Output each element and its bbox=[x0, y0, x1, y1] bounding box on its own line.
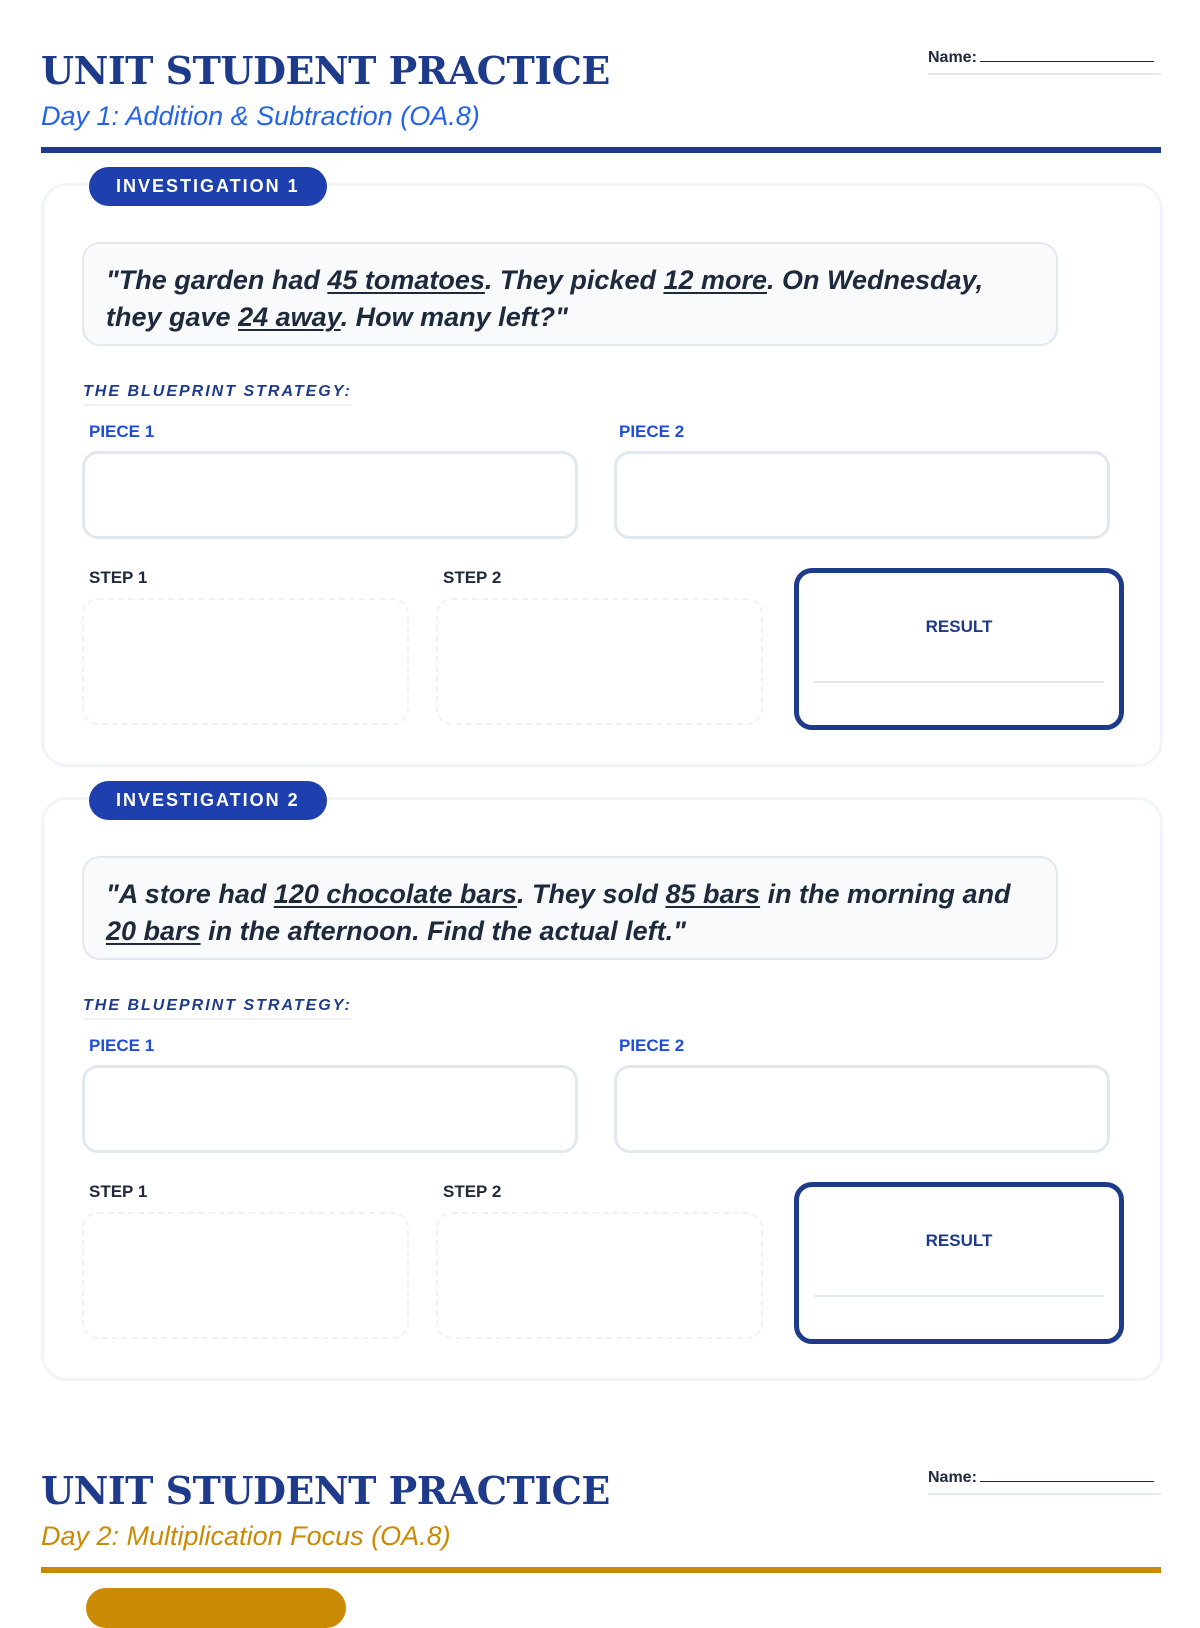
day2-header bbox=[41, 1458, 1161, 1570]
step2-label: STEP 2 bbox=[443, 568, 502, 587]
investigation-card bbox=[41, 176, 1163, 767]
piece2-box[interactable] bbox=[614, 451, 1110, 539]
underlined-value: 85 bars bbox=[665, 879, 761, 909]
result-box[interactable] bbox=[794, 1182, 1124, 1344]
name-field[interactable] bbox=[928, 47, 1161, 75]
day1-page bbox=[41, 38, 1161, 150]
step2-box[interactable] bbox=[436, 598, 763, 725]
name-blank[interactable] bbox=[980, 1467, 1154, 1482]
piece1-box[interactable] bbox=[82, 451, 578, 539]
piece2-label: PIECE 2 bbox=[619, 422, 685, 441]
name-label: Name: bbox=[928, 1469, 977, 1486]
investigation-badge: INVESTIGATION 2 bbox=[89, 781, 327, 820]
strategy-label: THE BLUEPRINT STRATEGY: bbox=[83, 997, 352, 1020]
day1-header bbox=[41, 38, 1161, 150]
header-rule bbox=[41, 147, 1161, 153]
piece2-box[interactable] bbox=[614, 1065, 1110, 1153]
name-blank[interactable] bbox=[980, 47, 1154, 62]
header-rule bbox=[41, 1567, 1161, 1573]
step1-box[interactable] bbox=[82, 1212, 409, 1339]
problem-text: "The garden had 45 tomatoes. They picked 12 more. On Wednesday, they gave 24 away. How many left?" bbox=[82, 242, 1058, 346]
problem-text: "A store had 120 chocolate bars. They sold 85 bars in the morning and 20 bars in the afternoon. Find the actual left." bbox=[82, 856, 1058, 960]
result-label: RESULT bbox=[925, 1231, 993, 1250]
step1-label: STEP 1 bbox=[89, 568, 148, 587]
step2-label: STEP 2 bbox=[443, 1182, 502, 1201]
page-title: UNIT STUDENT PRACTICE bbox=[41, 1468, 610, 1513]
underlined-value: 12 more bbox=[663, 265, 768, 295]
day2-page bbox=[41, 1458, 1161, 1570]
result-box[interactable] bbox=[794, 568, 1124, 730]
name-field[interactable] bbox=[928, 1467, 1161, 1495]
investigation-badge: INVESTIGATION 1 bbox=[89, 167, 327, 206]
step1-box[interactable] bbox=[82, 598, 409, 725]
investigation-card bbox=[41, 790, 1163, 1381]
step2-box[interactable] bbox=[436, 1212, 763, 1339]
piece2-label: PIECE 2 bbox=[619, 1036, 685, 1055]
page-subtitle: Day 1: Addition & Subtraction (OA.8) bbox=[41, 101, 480, 131]
step1-label: STEP 1 bbox=[89, 1182, 148, 1201]
result-line bbox=[814, 681, 1104, 683]
underlined-value: 20 bars bbox=[106, 916, 201, 946]
page-subtitle: Day 2: Multiplication Focus (OA.8) bbox=[41, 1521, 451, 1551]
result-label: RESULT bbox=[925, 617, 993, 636]
underlined-value: 45 tomatoes bbox=[327, 265, 485, 295]
piece1-box[interactable] bbox=[82, 1065, 578, 1153]
page-title: UNIT STUDENT PRACTICE bbox=[41, 48, 610, 93]
underlined-value: 24 away bbox=[238, 302, 341, 332]
name-label: Name: bbox=[928, 49, 977, 66]
result-line bbox=[814, 1295, 1104, 1297]
strategy-label: THE BLUEPRINT STRATEGY: bbox=[83, 383, 352, 406]
underlined-value: 120 chocolate bars bbox=[273, 879, 517, 909]
piece1-label: PIECE 1 bbox=[89, 1036, 155, 1055]
day2-badge-peek bbox=[86, 1588, 346, 1628]
piece1-label: PIECE 1 bbox=[89, 422, 155, 441]
